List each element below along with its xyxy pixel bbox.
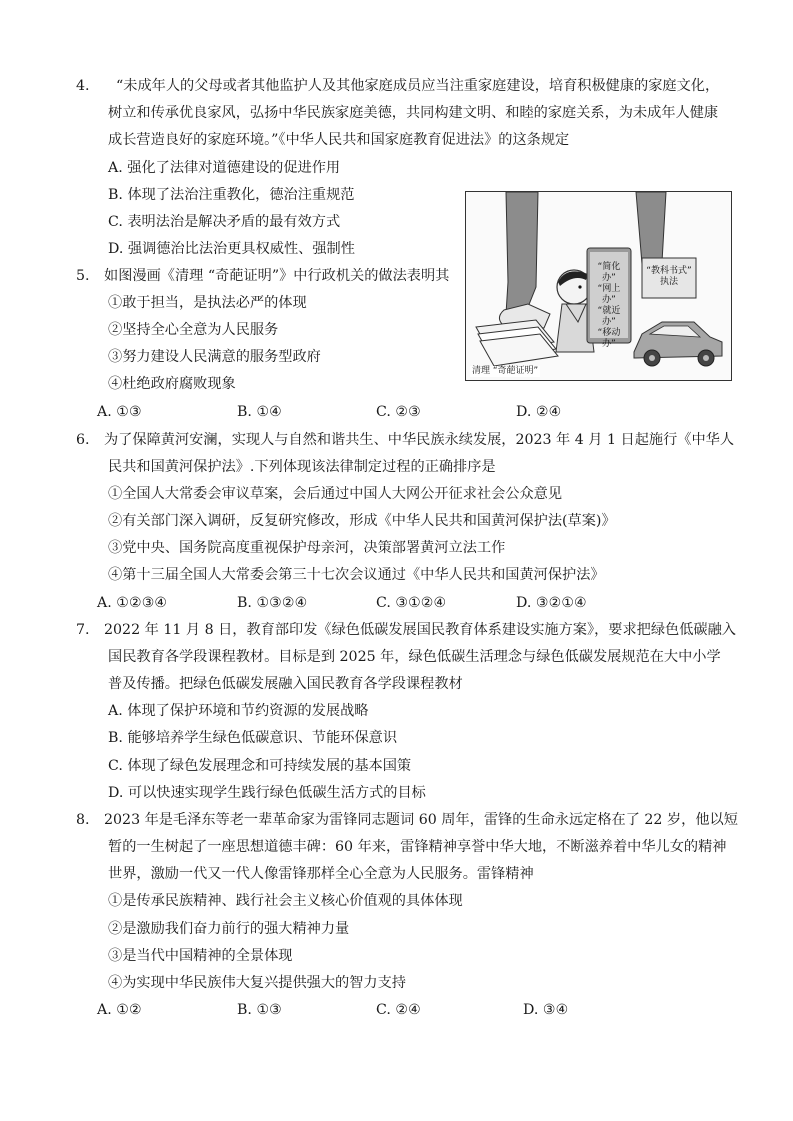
q8-answer-d[interactable]: D. ③④	[523, 1002, 569, 1018]
q6-answer-b[interactable]: B. ①③②④	[237, 595, 308, 611]
q7-number: 7.	[76, 622, 90, 638]
q6-answer-c[interactable]: C. ③①②④	[376, 595, 447, 611]
q5-answer-d[interactable]: D. ②④	[516, 404, 562, 420]
q4-stem-line-1: “未成年人的父母或者其他监护人及其他家庭成员应当注重家庭建设，培育积极健康的家庭文化，	[116, 78, 720, 94]
q8-answer-a[interactable]: A. ①②	[97, 1002, 142, 1018]
comic-sign-line: “简化办”	[597, 262, 621, 283]
q7-option-c[interactable]: C. 体现了绿色发展理念和可持续发展的基本国策	[108, 758, 412, 774]
comic-sign-line: “移动办”	[597, 328, 621, 349]
q5-item-2: ②坚持全心全意为人民服务	[108, 322, 279, 338]
comic-sign-line: “网上办”	[597, 284, 621, 305]
q6-answer-d[interactable]: D. ③②①④	[516, 595, 587, 611]
comic-card	[643, 266, 695, 288]
q5-item-4: ④杜绝政府腐败现象	[108, 376, 236, 392]
q4-option-c[interactable]: C. 表明法治是解决矛盾的最有效方式	[108, 214, 341, 230]
q7-option-b[interactable]: B. 能够培养学生绿色低碳意识、节能环保意识	[108, 730, 398, 746]
q8-item-4: ④为实现中华民族伟大复兴提供强大的智力支持	[108, 975, 406, 991]
q8-item-2: ②是激励我们奋力前行的强大精神力量	[108, 921, 350, 937]
q5-answer-a[interactable]: A. ①③	[97, 404, 142, 420]
q5-answer-c[interactable]: C. ②③	[376, 404, 421, 420]
q6-item-4: ④第十三届全国人大常委会第三十七次会议通过《中华人民共和国黄河保护法》	[108, 567, 605, 583]
q4-number: 4.	[76, 78, 90, 94]
q7-option-d[interactable]: D. 可以快速实现学生践行绿色低碳生活方式的目标	[108, 785, 426, 801]
q6-item-3: ③党中央、国务院高度重视保护母亲河，决策部署黄河立法工作	[108, 540, 506, 556]
comic-caption: 清理 “奇葩证明”	[472, 366, 539, 376]
q6-stem-line-2: 民共和国黄河保护法》.下列体现该法律制定过程的正确排序是	[108, 459, 496, 475]
q5-item-1: ①敢于担当，是执法必严的体现	[108, 295, 307, 311]
q4-stem-line-3: 成长营造良好的家庭环境。”《中华人民共和国家庭教育促进法》的这条规定	[108, 132, 570, 148]
q8-item-3: ③是当代中国精神的全景体现	[108, 948, 293, 964]
q8-number: 8.	[76, 812, 90, 828]
q7-stem-line-3: 普及传播。把绿色低碳发展融入国民教育各学段课程教材	[108, 676, 463, 692]
q7-option-a[interactable]: A. 体现了保护环境和节约资源的发展战略	[108, 703, 369, 719]
q8-answer-b[interactable]: B. ①③	[237, 1002, 282, 1018]
q6-stem-line-1: 为了保障黄河安澜，实现人与自然和谐共生、中华民族永续发展，2023 年 4 月 1 日起施行《中华人	[104, 432, 735, 448]
q5-stem: 如图漫画《清理 “奇葩证明”》中行政机关的做法表明其	[104, 268, 450, 284]
q4-stem-line-2: 树立和传承优良家风，弘扬中华民族家庭美德，共同构建文明、和睦的家庭关系，为未成年人健康	[108, 105, 719, 121]
q6-item-1: ①全国人大常委会审议草案，会后通过中国人大网公开征求社会公众意见	[108, 486, 563, 502]
q4-option-b[interactable]: B. 体现了法治注重教化，德治注重规范	[108, 187, 355, 203]
q5-comic-illustration	[465, 191, 732, 381]
q4-option-a[interactable]: A. 强化了法律对道德建设的促进作用	[108, 160, 341, 176]
q8-stem-line-1: 2023 年是毛泽东等老一辈革命家为雷锋同志题词 60 周年，雷锋的生命永远定格在了 22 岁，他以短	[104, 812, 738, 828]
q6-item-2: ②有关部门深入调研，反复研究修改，形成《中华人民共和国黄河保护法(草案)》	[108, 513, 616, 529]
q5-item-3: ③努力建设人民满意的服务型政府	[108, 349, 321, 365]
q7-stem-line-2: 国民教育各学段课程教材。目标是到 2025 年，绿色低碳生活理念与绿色低碳发展规范在大中小学	[108, 649, 721, 665]
q6-number: 6.	[76, 432, 90, 448]
q8-item-1: ①是传承民族精神、践行社会主义核心价值观的具体体现	[108, 893, 463, 909]
q7-stem-line-1: 2022 年 11 月 8 日，教育部印发《绿色低碳发展国民教育体系建设实施方案》，要求把绿色低碳融入	[104, 622, 736, 638]
q6-answer-a[interactable]: A. ①②③④	[97, 595, 168, 611]
q8-stem-line-2: 暂的一生树起了一座思想道德丰碑：60 年来，雷锋精神享誉中华大地，不断滋养着中华儿女的精神	[108, 839, 727, 855]
comic-card-line: “教科书式”	[646, 266, 692, 276]
comic-sign-board	[591, 262, 627, 350]
comic-card-line: 执法	[659, 277, 678, 287]
comic-sign-line: “就近办”	[597, 306, 621, 327]
q5-answer-b[interactable]: B. ①④	[237, 404, 282, 420]
q8-stem-line-3: 世界，激励一代又一代人像雷锋那样全心全意为人民服务。雷锋精神	[108, 866, 534, 882]
q5-number: 5.	[76, 268, 90, 284]
q4-option-d[interactable]: D. 强调德治比法治更具权威性、强制性	[108, 241, 355, 257]
q8-answer-c[interactable]: C. ②④	[376, 1002, 421, 1018]
